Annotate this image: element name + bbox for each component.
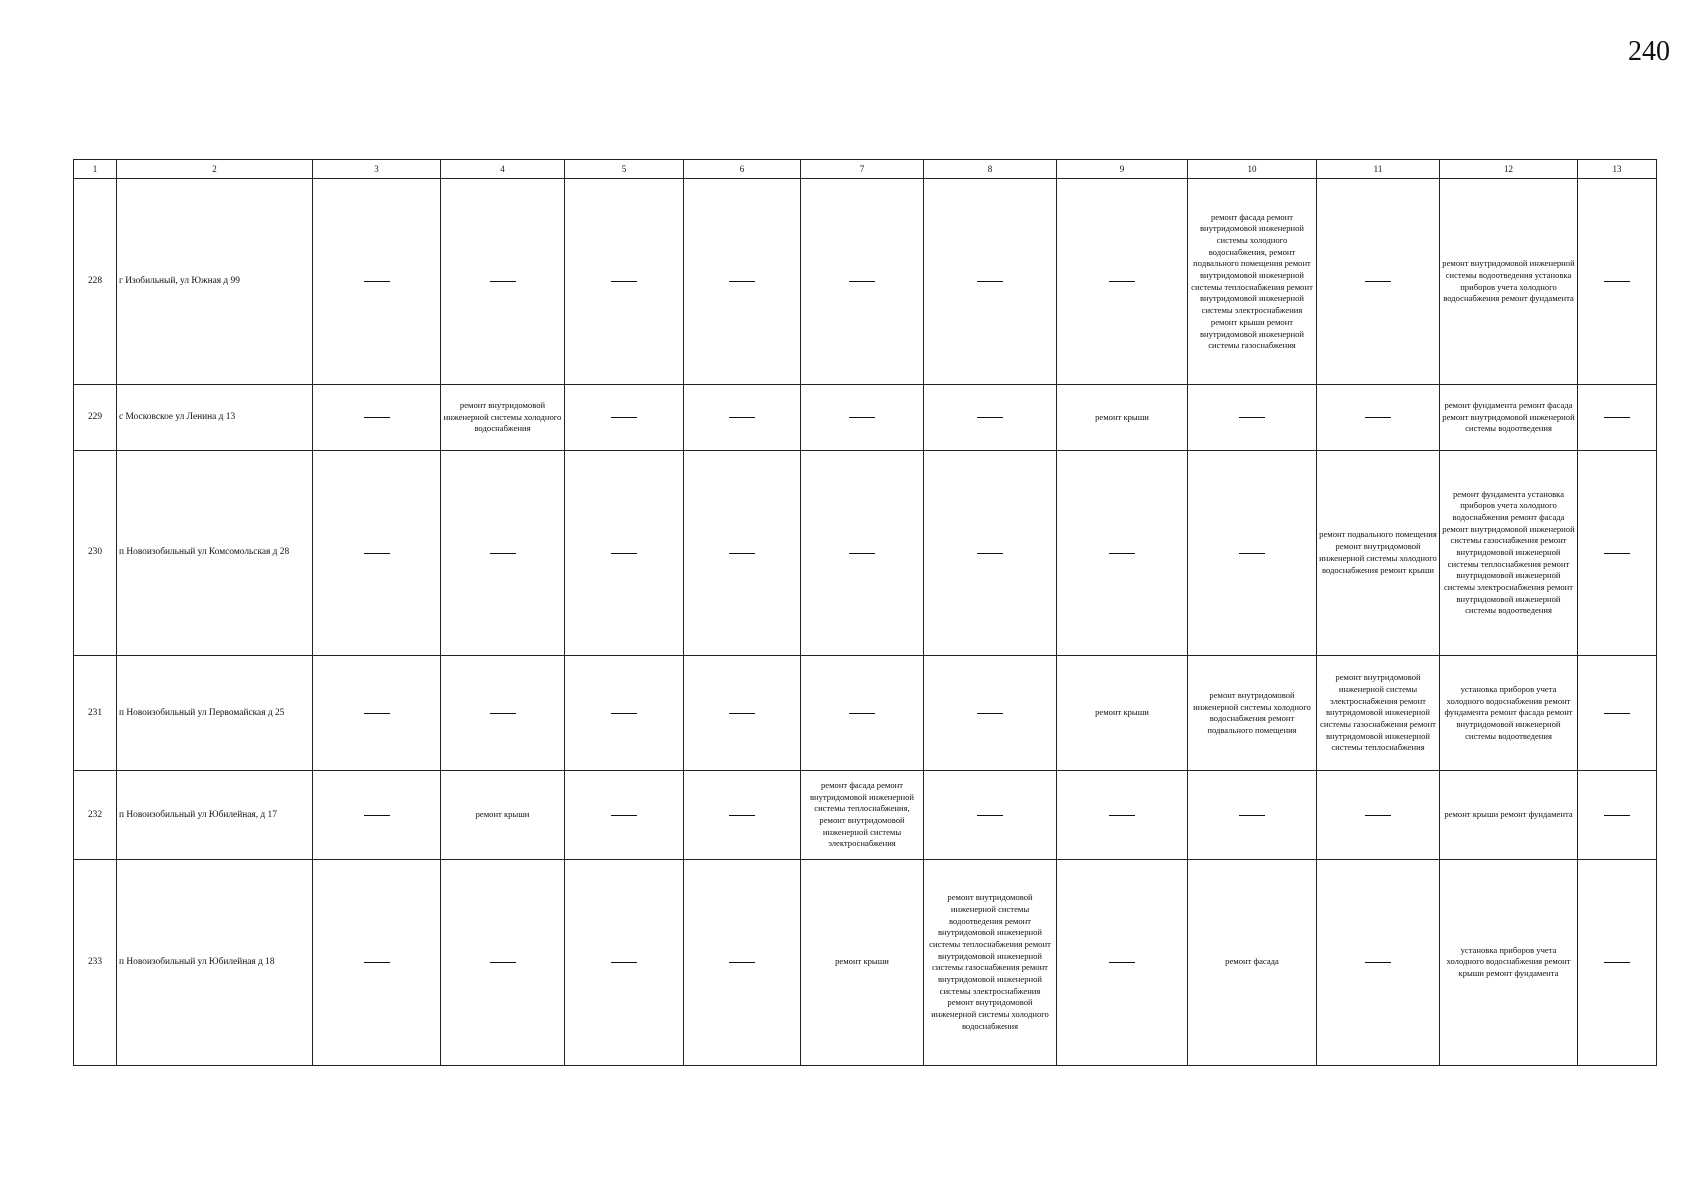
empty-cell (1578, 385, 1657, 450)
address-cell: г Изобильный, ул Южная д 99 (117, 179, 313, 385)
dash-mark (490, 713, 516, 714)
column-header-1: 1 (74, 160, 117, 179)
dash-mark (1109, 553, 1135, 554)
empty-cell (565, 656, 684, 771)
dash-mark (611, 962, 637, 963)
work-description-cell: ремонт крыши (1057, 656, 1188, 771)
dash-mark (1239, 553, 1265, 554)
row-number: 230 (74, 450, 117, 655)
work-description-cell: установка приборов учета холодного водоснабжения ремонт крыши ремонт фундамента (1440, 859, 1578, 1065)
empty-cell (313, 859, 441, 1065)
empty-cell (441, 179, 565, 385)
row-number: 229 (74, 385, 117, 450)
dash-mark (1365, 281, 1391, 282)
dash-mark (977, 281, 1003, 282)
empty-cell (924, 771, 1057, 859)
column-header-11: 11 (1317, 160, 1440, 179)
dash-mark (364, 281, 390, 282)
dash-mark (1109, 815, 1135, 816)
table-row (74, 771, 1657, 859)
work-description-cell: ремонт крыши (1057, 385, 1188, 450)
dash-mark (1604, 281, 1630, 282)
empty-cell (565, 859, 684, 1065)
dash-mark (977, 553, 1003, 554)
work-description-cell: ремонт внутридомовой инженерной системы водоотведения установка приборов учета холодного водоснабжения ремонт фундамента (1440, 179, 1578, 385)
dash-mark (1604, 553, 1630, 554)
dash-mark (977, 713, 1003, 714)
empty-cell (1317, 179, 1440, 385)
empty-cell (924, 385, 1057, 450)
empty-cell (1578, 450, 1657, 655)
empty-cell (684, 656, 801, 771)
empty-cell (801, 385, 924, 450)
column-header-2: 2 (117, 160, 313, 179)
empty-cell (924, 656, 1057, 771)
empty-cell (924, 450, 1057, 655)
dash-mark (729, 815, 755, 816)
dash-mark (1109, 962, 1135, 963)
column-header-12: 12 (1440, 160, 1578, 179)
row-number: 232 (74, 771, 117, 859)
table-row (74, 656, 1657, 771)
dash-mark (364, 713, 390, 714)
work-description-cell: ремонт фундамента установка приборов учета холодного водоснабжения ремонт фасада ремонт внутридомовой инженерной системы газоснабжения ремонт внутридомовой инженерной системы теплоснабжения ремонт внутридомовой инженерной системы электроснабжения ремонт внутридомовой инженерной системы водоотведения (1440, 450, 1578, 655)
dash-mark (1365, 815, 1391, 816)
empty-cell (313, 656, 441, 771)
dash-mark (977, 815, 1003, 816)
empty-cell (1317, 385, 1440, 450)
address-cell: п Новоизобильный ул Юбилейная, д 17 (117, 771, 313, 859)
empty-cell (1057, 771, 1188, 859)
dash-mark (364, 553, 390, 554)
table-row (74, 179, 1657, 385)
empty-cell (1317, 771, 1440, 859)
empty-cell (924, 179, 1057, 385)
dash-mark (1365, 417, 1391, 418)
empty-cell (441, 450, 565, 655)
empty-cell (313, 771, 441, 859)
dash-mark (611, 281, 637, 282)
dash-mark (611, 417, 637, 418)
dash-mark (611, 815, 637, 816)
empty-cell (801, 179, 924, 385)
column-header-9: 9 (1057, 160, 1188, 179)
address-cell: п Новоизобильный ул Юбилейная д 18 (117, 859, 313, 1065)
column-number-row (74, 160, 1657, 179)
empty-cell (801, 450, 924, 655)
empty-cell (565, 450, 684, 655)
dash-mark (611, 553, 637, 554)
dash-mark (490, 281, 516, 282)
table-row (74, 385, 1657, 450)
work-description-cell: ремонт фасада (1188, 859, 1317, 1065)
empty-cell (1188, 450, 1317, 655)
work-description-cell: ремонт внутридомовой инженерной системы водоотведения ремонт внутридомовой инженерной системы теплоснабжения ремонт внутридомовой инженерной системы газоснабжения ремонт внутридомовой инженерной системы электроснабжения ремонт внутридомовой инженерной системы холодного водоснабжения (924, 859, 1057, 1065)
dash-mark (611, 713, 637, 714)
empty-cell (1578, 179, 1657, 385)
work-description-cell: ремонт внутридомовой инженерной системы электроснабжения ремонт внутридомовой инженерной системы газоснабжения ремонт внутридомовой инженерной системы теплоснабжения (1317, 656, 1440, 771)
dash-mark (364, 962, 390, 963)
column-header-8: 8 (924, 160, 1057, 179)
capital-repair-table (73, 159, 1657, 1066)
work-description-cell: ремонт подвального помещения ремонт внутридомовой инженерной системы холодного водоснабжения ремонт крыши (1317, 450, 1440, 655)
empty-cell (684, 450, 801, 655)
empty-cell (441, 859, 565, 1065)
dash-mark (1239, 417, 1265, 418)
dash-mark (849, 553, 875, 554)
dash-mark (729, 417, 755, 418)
empty-cell (1578, 859, 1657, 1065)
empty-cell (1188, 385, 1317, 450)
column-header-13: 13 (1578, 160, 1657, 179)
dash-mark (849, 713, 875, 714)
dash-mark (729, 553, 755, 554)
empty-cell (1578, 656, 1657, 771)
address-cell: п Новоизобильный ул Первомайская д 25 (117, 656, 313, 771)
empty-cell (1057, 179, 1188, 385)
row-number: 233 (74, 859, 117, 1065)
dash-mark (729, 713, 755, 714)
empty-cell (313, 179, 441, 385)
dash-mark (849, 417, 875, 418)
dash-mark (1604, 417, 1630, 418)
empty-cell (1057, 450, 1188, 655)
address-cell: с Московское ул Ленина д 13 (117, 385, 313, 450)
column-header-10: 10 (1188, 160, 1317, 179)
column-header-6: 6 (684, 160, 801, 179)
address-cell: п Новоизобильный ул Комсомольская д 28 (117, 450, 313, 655)
column-header-7: 7 (801, 160, 924, 179)
empty-cell (565, 385, 684, 450)
table-row (74, 450, 1657, 655)
row-number: 228 (74, 179, 117, 385)
column-header-4: 4 (441, 160, 565, 179)
empty-cell (313, 450, 441, 655)
work-description-cell: ремонт крыши (441, 771, 565, 859)
table-row (74, 859, 1657, 1065)
dash-mark (729, 281, 755, 282)
empty-cell (1188, 771, 1317, 859)
row-number: 231 (74, 656, 117, 771)
empty-cell (684, 859, 801, 1065)
work-description-cell: ремонт фасада ремонт внутридомовой инженерной системы холодного водоснабжения, ремонт подвального помещения ремонт внутридомовой инженерной системы теплоснабжения ремонт внутридомовой инженерной системы электроснабжения ремонт крыши ремонт внутридомовой инженерной системы газоснабжения (1188, 179, 1317, 385)
work-description-cell: ремонт крыши ремонт фундамента (1440, 771, 1578, 859)
empty-cell (441, 656, 565, 771)
dash-mark (364, 417, 390, 418)
dash-mark (1109, 281, 1135, 282)
work-description-cell: ремонт внутридомовой инженерной системы холодного водоснабжения ремонт подвального помещения (1188, 656, 1317, 771)
dash-mark (490, 553, 516, 554)
column-header-5: 5 (565, 160, 684, 179)
page-number: 240 (1628, 36, 1670, 67)
work-description-cell: установка приборов учета холодного водоснабжения ремонт фундамента ремонт фасада ремонт внутридомовой инженерной системы водоотведения (1440, 656, 1578, 771)
empty-cell (684, 179, 801, 385)
dash-mark (1239, 815, 1265, 816)
empty-cell (313, 385, 441, 450)
work-description-cell: ремонт фасада ремонт внутридомовой инженерной системы теплоснабжения, ремонт внутридомовой инженерной системы электроснабжения (801, 771, 924, 859)
work-description-cell: ремонт крыши (801, 859, 924, 1065)
empty-cell (684, 385, 801, 450)
dash-mark (1604, 815, 1630, 816)
empty-cell (801, 656, 924, 771)
table-body (74, 160, 1657, 1066)
empty-cell (684, 771, 801, 859)
work-description-cell: ремонт фундамента ремонт фасада ремонт внутридомовой инженерной системы водоотведения (1440, 385, 1578, 450)
empty-cell (1578, 771, 1657, 859)
dash-mark (977, 417, 1003, 418)
dash-mark (1604, 962, 1630, 963)
dash-mark (1604, 713, 1630, 714)
dash-mark (729, 962, 755, 963)
dash-mark (490, 962, 516, 963)
dash-mark (1365, 962, 1391, 963)
dash-mark (849, 281, 875, 282)
empty-cell (1057, 859, 1188, 1065)
work-description-cell: ремонт внутридомовой инженерной системы холодного водоснабжения (441, 385, 565, 450)
column-header-3: 3 (313, 160, 441, 179)
empty-cell (1317, 859, 1440, 1065)
empty-cell (565, 771, 684, 859)
empty-cell (565, 179, 684, 385)
dash-mark (364, 815, 390, 816)
